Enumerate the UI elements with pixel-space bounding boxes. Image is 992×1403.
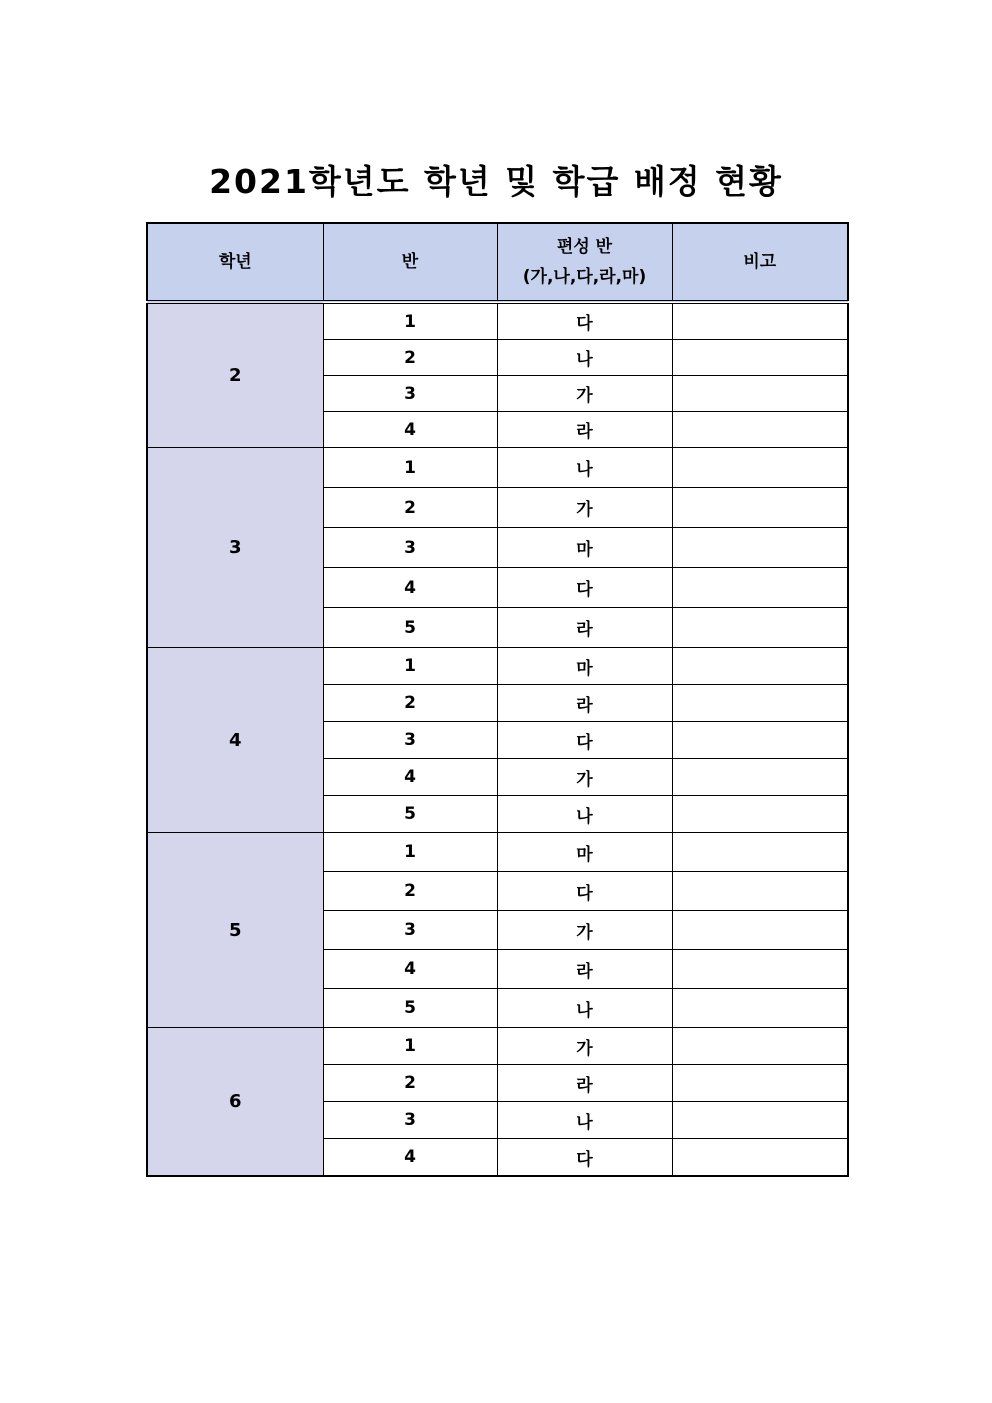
class-allocation-table xyxy=(146,222,849,1177)
note-cell xyxy=(672,608,848,648)
note-cell xyxy=(672,872,848,911)
header-assigned-line2: (가,나,다,라,마) xyxy=(522,267,647,287)
assigned-cell: 마 xyxy=(497,833,672,872)
class-cell: 3 xyxy=(323,911,497,950)
note-cell xyxy=(672,488,848,528)
header-class: 반 xyxy=(323,223,497,302)
note-cell xyxy=(672,722,848,759)
table-row xyxy=(147,1028,848,1065)
class-cell: 1 xyxy=(323,1028,497,1065)
grade-cell: 5 xyxy=(147,833,323,1028)
class-cell: 2 xyxy=(323,488,497,528)
note-cell xyxy=(672,302,848,340)
class-cell: 3 xyxy=(323,722,497,759)
assigned-cell: 가 xyxy=(497,759,672,796)
assigned-cell: 나 xyxy=(497,340,672,376)
class-cell: 2 xyxy=(323,1065,497,1102)
class-cell: 4 xyxy=(323,950,497,989)
grade-cell: 2 xyxy=(147,302,323,448)
note-cell xyxy=(672,950,848,989)
assigned-cell: 가 xyxy=(497,376,672,412)
table-row xyxy=(147,448,848,488)
note-cell xyxy=(672,448,848,488)
assigned-cell: 가 xyxy=(497,911,672,950)
note-cell xyxy=(672,340,848,376)
assigned-cell: 나 xyxy=(497,448,672,488)
class-cell: 2 xyxy=(323,872,497,911)
header-grade: 학년 xyxy=(147,223,323,302)
note-cell xyxy=(672,685,848,722)
grade-cell: 3 xyxy=(147,448,323,648)
assigned-cell: 다 xyxy=(497,872,672,911)
assigned-cell: 마 xyxy=(497,528,672,568)
assigned-cell: 라 xyxy=(497,685,672,722)
table-header xyxy=(147,223,848,302)
class-cell: 1 xyxy=(323,833,497,872)
assigned-cell: 다 xyxy=(497,568,672,608)
class-cell: 5 xyxy=(323,796,497,833)
header-assigned-line1: 편성 반 xyxy=(556,237,613,257)
class-cell: 5 xyxy=(323,989,497,1028)
note-cell xyxy=(672,1065,848,1102)
class-cell: 2 xyxy=(323,685,497,722)
grade-cell: 4 xyxy=(147,648,323,833)
note-cell xyxy=(672,989,848,1028)
class-cell: 3 xyxy=(323,376,497,412)
assigned-cell: 라 xyxy=(497,950,672,989)
assigned-cell: 다 xyxy=(497,1139,672,1177)
class-cell: 2 xyxy=(323,340,497,376)
class-cell: 1 xyxy=(323,648,497,685)
header-row xyxy=(147,223,848,302)
table-body xyxy=(147,302,848,1176)
assigned-cell: 가 xyxy=(497,1028,672,1065)
note-cell xyxy=(672,412,848,448)
assigned-cell: 다 xyxy=(497,722,672,759)
note-cell xyxy=(672,796,848,833)
class-cell: 3 xyxy=(323,1102,497,1139)
note-cell xyxy=(672,759,848,796)
page-title: 2021학년도 학년 및 학급 배정 현황 xyxy=(209,162,783,201)
note-cell xyxy=(672,528,848,568)
note-cell xyxy=(672,911,848,950)
table-row xyxy=(147,833,848,872)
note-cell xyxy=(672,1102,848,1139)
note-cell xyxy=(672,1139,848,1177)
class-cell: 4 xyxy=(323,759,497,796)
class-cell: 4 xyxy=(323,1139,497,1177)
note-cell xyxy=(672,648,848,685)
class-cell: 4 xyxy=(323,412,497,448)
class-cell: 4 xyxy=(323,568,497,608)
assigned-cell: 나 xyxy=(497,989,672,1028)
assigned-cell: 나 xyxy=(497,796,672,833)
assigned-cell: 라 xyxy=(497,412,672,448)
assigned-cell: 마 xyxy=(497,648,672,685)
header-assigned-class xyxy=(497,223,672,302)
table-row xyxy=(147,302,848,340)
class-cell: 1 xyxy=(323,302,497,340)
assigned-cell: 라 xyxy=(497,608,672,648)
class-cell: 3 xyxy=(323,528,497,568)
grade-cell: 6 xyxy=(147,1028,323,1177)
note-cell xyxy=(672,1028,848,1065)
note-cell xyxy=(672,568,848,608)
assigned-cell: 라 xyxy=(497,1065,672,1102)
class-cell: 5 xyxy=(323,608,497,648)
assigned-cell: 가 xyxy=(497,488,672,528)
assigned-cell: 다 xyxy=(497,302,672,340)
note-cell xyxy=(672,376,848,412)
note-cell xyxy=(672,833,848,872)
table-row xyxy=(147,648,848,685)
assigned-cell: 나 xyxy=(497,1102,672,1139)
class-cell: 1 xyxy=(323,448,497,488)
header-note: 비고 xyxy=(672,223,848,302)
